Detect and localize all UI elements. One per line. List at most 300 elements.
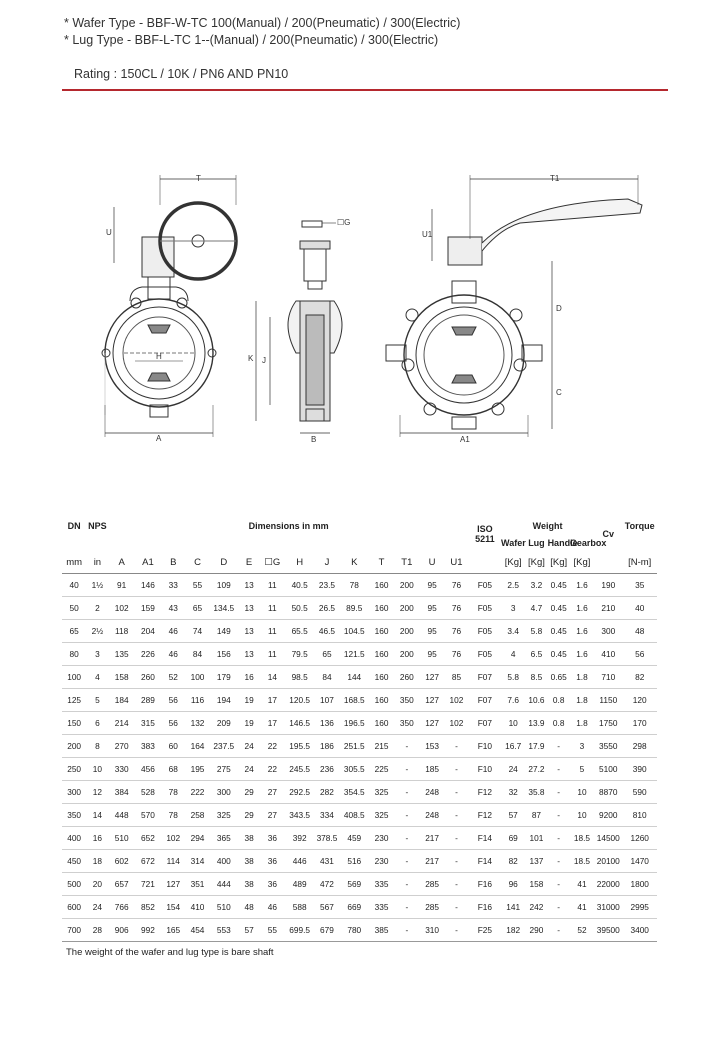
table-cell: 27.2: [525, 758, 547, 781]
table-cell: 95: [420, 574, 444, 597]
table-cell: 16.7: [501, 735, 525, 758]
table-cell: 657: [109, 873, 135, 896]
table-cell: 300: [594, 620, 622, 643]
table-cell: 14500: [594, 827, 622, 850]
table-cell: 29: [238, 804, 260, 827]
table-cell: 89.5: [339, 597, 369, 620]
table-cell: 17: [260, 689, 284, 712]
table-cell: 137: [525, 850, 547, 873]
table-cell: 6: [86, 712, 108, 735]
table-cell: 149: [210, 620, 238, 643]
unit-cell: K: [339, 551, 369, 574]
unit-cell: J: [315, 551, 339, 574]
col-handle: Handle: [547, 538, 578, 548]
unit-cell: ☐G: [260, 551, 284, 574]
table-cell: 0.45: [548, 574, 570, 597]
table-cell: 102: [109, 597, 135, 620]
col-weight: Weight: [532, 521, 563, 531]
table-cell: 168.5: [339, 689, 369, 712]
unit-cell: U1: [444, 551, 468, 574]
table-cell: 158: [525, 873, 547, 896]
table-cell: F05: [469, 620, 501, 643]
table-cell: 350: [62, 804, 86, 827]
table-cell: 992: [135, 919, 161, 942]
table-cell: -: [394, 850, 420, 873]
table-cell: 39500: [594, 919, 622, 942]
table-row: [62, 804, 657, 827]
unit-cell: E: [238, 551, 260, 574]
table-cell: 18.5: [570, 827, 594, 850]
table-cell: 41: [570, 873, 594, 896]
table-cell: 146: [135, 574, 161, 597]
table-cell: 2½: [86, 620, 108, 643]
table-cell: 330: [109, 758, 135, 781]
col-dimensions: Dimensions in mm: [248, 521, 329, 531]
table-cell: 19: [238, 689, 260, 712]
table-cell: 68: [161, 758, 185, 781]
table-cell: F10: [469, 758, 501, 781]
table-cell: F14: [469, 850, 501, 873]
table-cell: 76: [444, 620, 468, 643]
table-cell: 710: [594, 666, 622, 689]
dim-H: H: [156, 352, 162, 361]
table-cell: 150: [62, 712, 86, 735]
table-cell: 76: [444, 574, 468, 597]
table-cell: 210: [594, 597, 622, 620]
table-cell: 78: [161, 804, 185, 827]
table-cell: 3400: [622, 919, 657, 942]
unit-cell: D: [210, 551, 238, 574]
table-cell: 300: [210, 781, 238, 804]
table-cell: 82: [622, 666, 657, 689]
table-cell: 78: [339, 574, 369, 597]
table-cell: 159: [135, 597, 161, 620]
table-cell: 11: [260, 574, 284, 597]
table-cell: 179: [210, 666, 238, 689]
table-cell: 315: [135, 712, 161, 735]
table-cell: 12: [86, 781, 108, 804]
table-cell: -: [394, 919, 420, 942]
table-cell: 3: [86, 643, 108, 666]
table-cell: 3: [501, 597, 525, 620]
table-row: [62, 597, 657, 620]
table-cell: 200: [394, 574, 420, 597]
table-cell: 24: [238, 758, 260, 781]
table-cell: 18.5: [570, 850, 594, 873]
table-cell: 13: [238, 620, 260, 643]
table-cell: 160: [369, 620, 393, 643]
table-cell: 456: [135, 758, 161, 781]
table-cell: 292.5: [284, 781, 314, 804]
table-cell: 230: [369, 850, 393, 873]
table-cell: 84: [185, 643, 209, 666]
table-cell: 5.8: [525, 620, 547, 643]
table-cell: 780: [339, 919, 369, 942]
unit-cell: T1: [394, 551, 420, 574]
col-iso-label: ISO: [477, 524, 493, 534]
table-cell: F12: [469, 781, 501, 804]
table-cell: 431: [315, 850, 339, 873]
table-cell: 186: [315, 735, 339, 758]
table-cell: F25: [469, 919, 501, 942]
dim-U: U: [106, 228, 112, 237]
table-cell: 310: [420, 919, 444, 942]
table-cell: 127: [420, 666, 444, 689]
col-iso-number: 5211: [475, 534, 495, 544]
table-cell: 590: [622, 781, 657, 804]
table-cell: 215: [369, 735, 393, 758]
table-cell: 102: [161, 827, 185, 850]
table-cell: 5: [570, 758, 594, 781]
table-cell: 74: [185, 620, 209, 643]
table-cell: 32: [501, 781, 525, 804]
table-cell: 28: [86, 919, 108, 942]
table-cell: 217: [420, 827, 444, 850]
table-cell: 2.5: [501, 574, 525, 597]
table-cell: -: [394, 827, 420, 850]
table-cell: 510: [109, 827, 135, 850]
table-cell: 0.45: [548, 643, 570, 666]
table-cell: 134.5: [210, 597, 238, 620]
table-cell: 107: [315, 689, 339, 712]
table-cell: 43: [161, 597, 185, 620]
dimension-table: [62, 517, 657, 942]
col-gearbox: Gearbox: [569, 538, 607, 548]
table-cell: F10: [469, 735, 501, 758]
table-cell: F07: [469, 689, 501, 712]
table-cell: 3.2: [525, 574, 547, 597]
header-divider: [62, 89, 668, 91]
table-cell: 5100: [594, 758, 622, 781]
table-cell: 29: [238, 781, 260, 804]
table-cell: 290: [525, 919, 547, 942]
table-cell: 35: [622, 574, 657, 597]
table-cell: 156: [210, 643, 238, 666]
table-cell: 52: [570, 919, 594, 942]
table-cell: 365: [210, 827, 238, 850]
table-cell: 1150: [594, 689, 622, 712]
table-cell: 38: [238, 873, 260, 896]
table-cell: 2995: [622, 896, 657, 919]
table-cell: 448: [109, 804, 135, 827]
header-line-lug: * Lug Type - BBF-L-TC 1--(Manual) / 200(Pneumatic) / 300(Electric): [64, 33, 439, 47]
table-cell: 46: [161, 620, 185, 643]
table-cell: 260: [394, 666, 420, 689]
table-cell: 699.5: [284, 919, 314, 942]
table-cell: 4: [501, 643, 525, 666]
table-cell: 35.8: [525, 781, 547, 804]
table-cell: 410: [594, 643, 622, 666]
table-cell: 236: [315, 758, 339, 781]
table-cell: 56: [161, 712, 185, 735]
table-cell: 50.5: [284, 597, 314, 620]
table-cell: 127: [420, 689, 444, 712]
table-row: [62, 896, 657, 919]
table-cell: 390: [622, 758, 657, 781]
table-cell: 13: [238, 574, 260, 597]
table-cell: 185: [420, 758, 444, 781]
table-cell: 289: [135, 689, 161, 712]
table-cell: 300: [62, 781, 86, 804]
table-row: [62, 643, 657, 666]
table-cell: 721: [135, 873, 161, 896]
table-cell: 325: [210, 804, 238, 827]
table-cell: 56: [622, 643, 657, 666]
table-cell: 351: [185, 873, 209, 896]
table-cell: 350: [394, 712, 420, 735]
table-cell: 101: [525, 827, 547, 850]
table-cell: 41: [570, 896, 594, 919]
table-cell: 22: [260, 758, 284, 781]
table-cell: 24: [86, 896, 108, 919]
table-cell: 251.5: [339, 735, 369, 758]
table-cell: -: [444, 873, 468, 896]
table-cell: 285: [420, 873, 444, 896]
table-cell: -: [444, 804, 468, 827]
dim-U1: U1: [422, 230, 433, 239]
table-cell: -: [548, 919, 570, 942]
table-row: [62, 781, 657, 804]
table-cell: 570: [135, 804, 161, 827]
table-cell: 100: [62, 666, 86, 689]
table-cell: 10: [501, 712, 525, 735]
table-cell: 65: [62, 620, 86, 643]
table-cell: 652: [135, 827, 161, 850]
table-cell: 906: [109, 919, 135, 942]
table-cell: 242: [525, 896, 547, 919]
table-cell: 116: [185, 689, 209, 712]
table-cell: F16: [469, 873, 501, 896]
table-cell: 11: [260, 620, 284, 643]
table-cell: 85: [444, 666, 468, 689]
dim-A1: A1: [460, 435, 470, 444]
table-cell: 46: [260, 896, 284, 919]
table-cell: F14: [469, 827, 501, 850]
table-cell: 1.6: [570, 643, 594, 666]
table-cell: -: [394, 735, 420, 758]
table-cell: -: [548, 758, 570, 781]
table-cell: 679: [315, 919, 339, 942]
table-cell: 135: [109, 643, 135, 666]
table-cell: F05: [469, 597, 501, 620]
table-cell: 87: [525, 804, 547, 827]
table-cell: 1.8: [570, 712, 594, 735]
table-cell: 13: [238, 643, 260, 666]
dim-K: K: [248, 354, 254, 363]
table-cell: 14: [260, 666, 284, 689]
table-cell: 335: [369, 896, 393, 919]
table-cell: 217: [420, 850, 444, 873]
table-cell: 200: [394, 597, 420, 620]
table-cell: 16: [238, 666, 260, 689]
table-cell: 127: [161, 873, 185, 896]
table-cell: 10: [570, 781, 594, 804]
table-cell: -: [394, 873, 420, 896]
table-cell: 14: [86, 804, 108, 827]
table-cell: 57: [238, 919, 260, 942]
table-cell: 40: [622, 597, 657, 620]
table-cell: 114: [161, 850, 185, 873]
table-cell: 82: [501, 850, 525, 873]
unit-cell: [Kg]: [525, 551, 547, 574]
table-cell: F12: [469, 804, 501, 827]
table-cell: 298: [622, 735, 657, 758]
table-cell: 5: [86, 689, 108, 712]
table-cell: -: [548, 896, 570, 919]
table-cell: 76: [444, 643, 468, 666]
table-cell: 11: [260, 643, 284, 666]
table-cell: 141: [501, 896, 525, 919]
table-cell: 170: [622, 712, 657, 735]
table-row: [62, 712, 657, 735]
col-cv: Cv: [602, 529, 615, 539]
table-cell: 1260: [622, 827, 657, 850]
table-cell: 230: [369, 827, 393, 850]
table-cell: 383: [135, 735, 161, 758]
table-cell: 250: [62, 758, 86, 781]
table-cell: 160: [369, 597, 393, 620]
table-cell: 38: [238, 850, 260, 873]
dim-A: A: [156, 434, 162, 443]
table-cell: 392: [284, 827, 314, 850]
table-cell: 214: [109, 712, 135, 735]
table-cell: 334: [315, 804, 339, 827]
table-cell: 1.6: [570, 597, 594, 620]
table-cell: 270: [109, 735, 135, 758]
table-cell: 80: [62, 643, 86, 666]
table-cell: 1470: [622, 850, 657, 873]
table-cell: 160: [369, 643, 393, 666]
table-cell: 36: [260, 873, 284, 896]
lug-handle-view: [386, 175, 642, 437]
table-cell: 194: [210, 689, 238, 712]
table-cell: 1.8: [570, 666, 594, 689]
table-cell: 23.5: [315, 574, 339, 597]
table-cell: -: [444, 850, 468, 873]
table-cell: 275: [210, 758, 238, 781]
table-cell: 127: [420, 712, 444, 735]
table-cell: 60: [161, 735, 185, 758]
table-cell: 3.4: [501, 620, 525, 643]
table-cell: 258: [185, 804, 209, 827]
unit-cell: C: [185, 551, 209, 574]
table-cell: 33: [161, 574, 185, 597]
unit-cell: [N-m]: [622, 551, 657, 574]
table-cell: -: [394, 781, 420, 804]
table-row: [62, 574, 657, 597]
table-cell: F07: [469, 712, 501, 735]
table-cell: 0.45: [548, 620, 570, 643]
table-cell: 588: [284, 896, 314, 919]
table-cell: 384: [109, 781, 135, 804]
table-cell: 1750: [594, 712, 622, 735]
table-cell: 84: [315, 666, 339, 689]
unit-cell: B: [161, 551, 185, 574]
table-cell: 65.5: [284, 620, 314, 643]
table-cell: 408.5: [339, 804, 369, 827]
table-cell: 132: [185, 712, 209, 735]
table-cell: -: [444, 781, 468, 804]
table-cell: 104.5: [339, 620, 369, 643]
table-cell: 17.9: [525, 735, 547, 758]
unit-cell: mm: [62, 551, 86, 574]
table-cell: 305.5: [339, 758, 369, 781]
rating-text: Rating : 150CL / 10K / PN6 AND PN10: [74, 67, 289, 81]
table-cell: 24: [501, 758, 525, 781]
col-wafer: Wafer: [501, 538, 526, 548]
col-torque: Torque: [624, 521, 655, 531]
table-cell: 10: [86, 758, 108, 781]
table-cell: -: [548, 873, 570, 896]
table-cell: F05: [469, 643, 501, 666]
dim-J: J: [262, 356, 266, 365]
table-cell: 10.6: [525, 689, 547, 712]
table-cell: 7.6: [501, 689, 525, 712]
table-cell: 20: [86, 873, 108, 896]
unit-cell: [469, 551, 501, 574]
table-cell: 325: [369, 804, 393, 827]
table-cell: 96: [501, 873, 525, 896]
table-cell: 459: [339, 827, 369, 850]
table-cell: 510: [210, 896, 238, 919]
table-cell: 516: [339, 850, 369, 873]
table-cell: 472: [315, 873, 339, 896]
table-cell: 55: [260, 919, 284, 942]
table-cell: 196.5: [339, 712, 369, 735]
table-cell: 204: [135, 620, 161, 643]
side-view: [256, 221, 342, 433]
table-cell: 335: [369, 873, 393, 896]
table-cell: 98.5: [284, 666, 314, 689]
table-cell: 1.6: [570, 574, 594, 597]
table-cell: 48: [238, 896, 260, 919]
header-line-wafer: * Wafer Type - BBF-W-TC 100(Manual) / 200(Pneumatic) / 300(Electric): [64, 16, 461, 30]
table-cell: 209: [210, 712, 238, 735]
table-cell: -: [394, 804, 420, 827]
table-cell: 567: [315, 896, 339, 919]
col-nps: NPS: [88, 521, 107, 531]
table-cell: 9200: [594, 804, 622, 827]
table-cell: 146.5: [284, 712, 314, 735]
table-cell: 446: [284, 850, 314, 873]
table-cell: 95: [420, 597, 444, 620]
table-cell: 118: [109, 620, 135, 643]
table-cell: 160: [369, 712, 393, 735]
table-row: [62, 873, 657, 896]
table-cell: -: [548, 827, 570, 850]
table-cell: 10: [570, 804, 594, 827]
table-cell: 18: [86, 850, 108, 873]
table-cell: 40: [62, 574, 86, 597]
table-cell: 91: [109, 574, 135, 597]
table-cell: 226: [135, 643, 161, 666]
table-cell: 378.5: [315, 827, 339, 850]
table-cell: 76: [444, 597, 468, 620]
table-cell: F07: [469, 666, 501, 689]
dim-T1: T1: [550, 174, 560, 183]
table-cell: 120: [622, 689, 657, 712]
dim-B: B: [311, 435, 317, 444]
table-cell: 0.45: [548, 597, 570, 620]
table-cell: 0.65: [548, 666, 570, 689]
table-cell: 245.5: [284, 758, 314, 781]
table-cell: 8: [86, 735, 108, 758]
table-cell: 600: [62, 896, 86, 919]
table-cell: 65: [185, 597, 209, 620]
table-cell: F05: [469, 574, 501, 597]
table-cell: 672: [135, 850, 161, 873]
table-cell: -: [394, 896, 420, 919]
